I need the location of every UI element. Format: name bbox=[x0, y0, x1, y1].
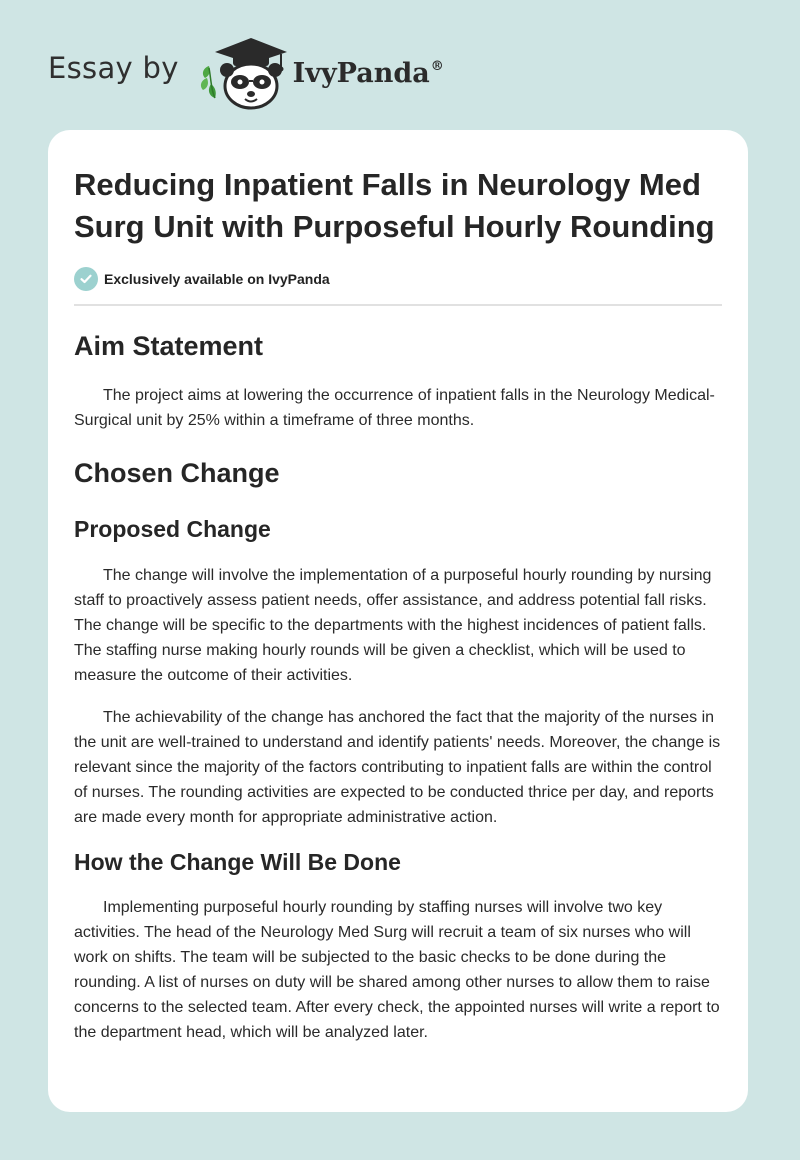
registered-mark: ® bbox=[430, 58, 444, 74]
aim-statement-heading: Aim Statement bbox=[74, 331, 264, 361]
aim-statement-paragraph: The project aims at lowering the occurrence of inpatient falls in the Neurology Medical-Surgical unit by 25% within a timeframe of three months. bbox=[74, 387, 715, 429]
essay-title: Reducing Inpatient Falls in Neurology Med Surg Unit with Purposeful Hourly Rounding bbox=[74, 167, 715, 244]
proposed-change-paragraph-2: The achievability of the change has anchored the fact that the majority of the nurses in the unit are well-trained to understand and identify patients' needs. Moreover, the change is relevant since the majority of the factors contributing to inpatient falls are within the control of nurses. The rounding activities are expected to be conducted thrice per day, and reports are made every month for appropriate administrative action. bbox=[74, 709, 721, 826]
panda-logo-icon bbox=[193, 32, 289, 112]
chosen-change-heading: Chosen Change bbox=[74, 458, 280, 488]
proposed-change-paragraph-1: The change will involve the implementation of a purposeful hourly rounding by nursing staff to proactively assess patient needs, offer assistance, and address potential fall risks. The change will be specific to the departments with the highest incidences of patient falls. The staffing nurse making hourly rounds will be given a checklist, which will be used to measure the outcome of their activities. bbox=[74, 567, 712, 684]
exclusive-badge-text: Exclusively available on IvyPanda bbox=[104, 271, 330, 287]
how-change-done-heading: How the Change Will Be Done bbox=[74, 849, 401, 875]
site-header bbox=[48, 32, 548, 112]
essay-card bbox=[48, 130, 748, 1112]
title-divider bbox=[74, 304, 722, 306]
proposed-change-heading: Proposed Change bbox=[74, 516, 271, 542]
how-change-done-paragraph: Implementing purposeful hourly rounding by staffing nurses will involve two key activities. The head of the Neurology Med Surg will recruit a team of six nurses who will work on shifts. The team will be subjected to the basic checks to be done during the rounding. A list of nurses on duty will be shared among other nurses to allow them to raise concerns to the selected team. After every check, the appointed nurses will write a report to the department head, which will be analyzed later. bbox=[74, 899, 720, 1041]
essay-by-label: Essay by bbox=[48, 51, 179, 85]
ivy-leaf-icon bbox=[201, 66, 216, 98]
exclusive-badge bbox=[74, 267, 722, 291]
ivypanda-logo[interactable] bbox=[193, 32, 444, 112]
brand-name: IvyPanda® bbox=[292, 57, 444, 89]
check-circle-icon bbox=[74, 267, 98, 291]
